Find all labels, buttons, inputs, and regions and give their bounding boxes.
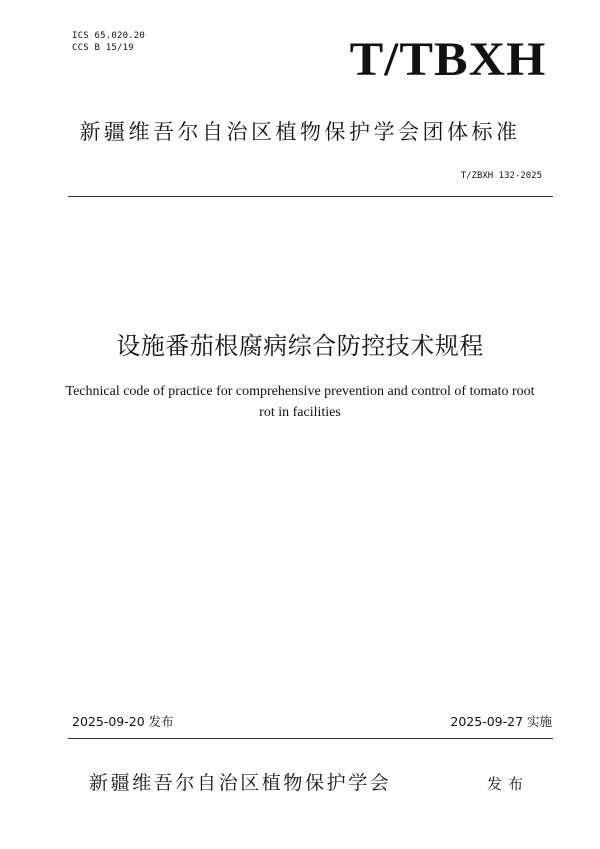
publisher-name: 新疆维吾尔自治区植物保护学会 — [89, 772, 392, 794]
chinese-title: 设施番茄根腐病综合防控技术规程 — [116, 332, 484, 360]
ics-code: ICS 65.020.20 — [72, 31, 146, 41]
bottom-divider — [68, 738, 553, 739]
standard-number: T/ZBXH 132-2025 — [460, 171, 542, 181]
top-divider — [68, 196, 553, 197]
standard-logo: T/TBXH — [349, 33, 546, 86]
english-title-line-1: Technical code of practice for comprehensive prevention and control of tomato root — [65, 384, 535, 399]
organization-title: 新疆维吾尔自治区植物保护学会团体标准 — [79, 120, 521, 144]
ccs-code: CCS B 15/19 — [72, 43, 134, 53]
implementation-date: 2025-09-27 实施 — [450, 714, 552, 729]
publish-label: 发布 — [487, 775, 530, 793]
english-title-line-2: rot in facilities — [259, 405, 341, 420]
english-title — [60, 381, 540, 423]
classification-codes — [72, 30, 145, 54]
issue-date: 2025-09-20 发布 — [72, 714, 174, 729]
